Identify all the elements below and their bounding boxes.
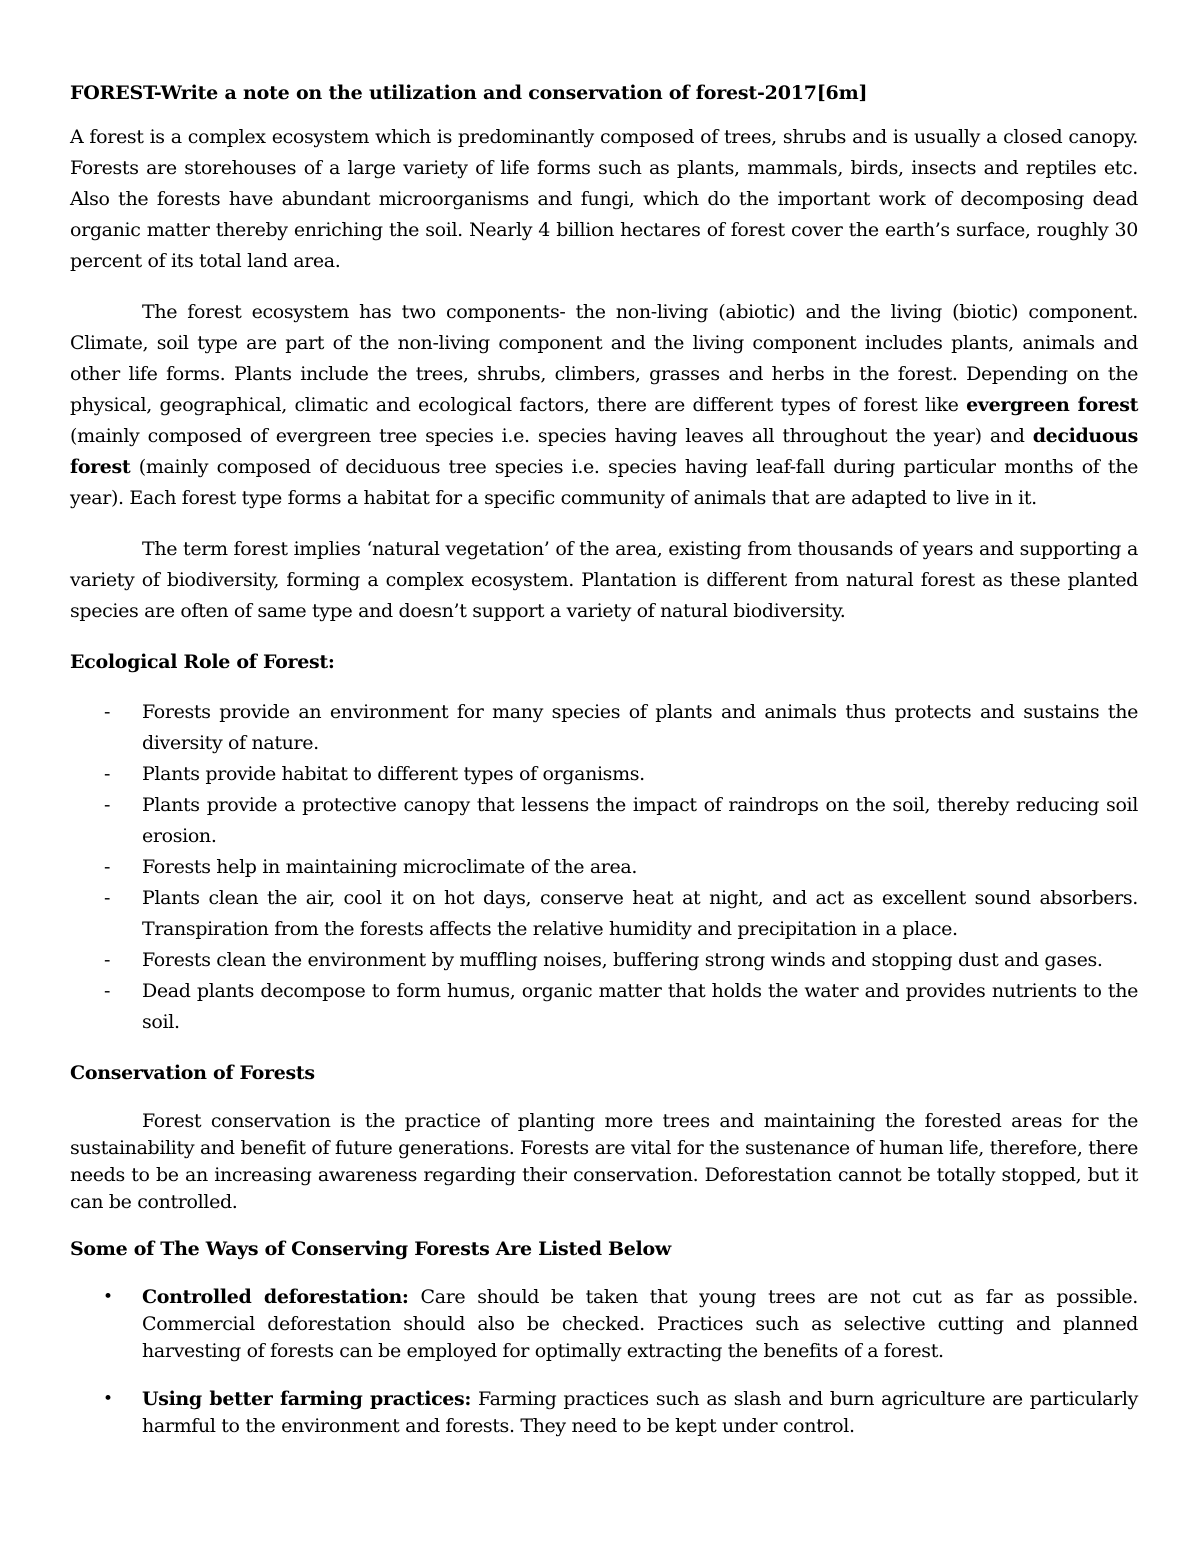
document-title: FOREST-Write a note on the utilization and conservation of forest-2017[6m] (70, 82, 868, 104)
list-item (70, 697, 1138, 759)
conservation-heading: Conservation of Forests (70, 1062, 315, 1084)
components-text-3: (mainly composed of deciduous tree species i.e. species having leaf-fall during particular months of the year). Each forest type forms a habitat for a specific community of animals that are adapted to live in it. (70, 456, 1138, 509)
dash-marker: - (104, 856, 111, 878)
list-item (70, 976, 1138, 1038)
way-label: Controlled deforestation: (142, 1286, 409, 1308)
term-evergreen-forest: evergreen forest (966, 394, 1139, 416)
bullet-marker: • (103, 1287, 113, 1307)
list-item (70, 945, 1138, 976)
way-text: Care should be taken that young trees are not cut as far as possible. Commercial deforestation should also be checked. Practices such as selective cutting and planned harvesting of forests can be employed for optimally extracting the benefits of a forest. (142, 1286, 1138, 1362)
dash-marker: - (104, 794, 111, 816)
list-item-text: Plants provide a protective canopy that lessens the impact of raindrops on the soil, thereby reducing soil erosion. (142, 794, 1138, 847)
ways-heading: Some of The Ways of Conserving Forests Are Listed Below (70, 1238, 671, 1260)
dash-marker: - (104, 980, 111, 1002)
ecological-role-list (70, 697, 1138, 1038)
list-item-text: Plants provide habitat to different types of organisms. (142, 763, 645, 785)
dash-marker: - (104, 949, 111, 971)
list-item (70, 759, 1138, 790)
list-item-text: Forests provide an environment for many species of plants and animals thus protects and sustains the diversity of nature. (142, 701, 1138, 754)
document-page (70, 78, 1138, 1461)
term-paragraph: The term forest implies ‘natural vegetation’ of the area, existing from thousands of years and supporting a variety of biodiversity, forming a complex ecosystem. Plantation is different from natural forest as these planted species are often of same type and doesn’t support a variety of natural biodiversity. (70, 538, 1138, 622)
intro-paragraph: A forest is a complex ecosystem which is predominantly composed of trees, shrubs and is usually a closed canopy. Forests are storehouses of a large variety of life forms such as plants, mammals, birds, insects and reptiles etc. Also the forests have abundant microorganisms and fungi, which do the important work of decomposing dead organic matter thereby enriching the soil. Nearly 4 billion hectares of forest cover the earth’s surface, roughly 30 percent of its total land area. (70, 126, 1138, 272)
way-label: Using better farming practices: (142, 1388, 472, 1410)
list-item-text: Plants clean the air, cool it on hot days, conserve heat at night, and act as excellent sound absorbers. Transpiration from the forests affects the relative humidity and precipitation in a place. (142, 887, 1138, 940)
components-text-1: The forest ecosystem has two components- the non-living (abiotic) and the living (biotic) component. Climate, soil type are part of the non-living component and the living component includes plants, animals and other life forms. Plants include the trees, shrubs, climbers, grasses and herbs in the forest. Depending on the physical, geographical, climatic and ecological factors, there are different types of forest like (70, 301, 1138, 416)
conservation-paragraph: Forest conservation is the practice of planting more trees and maintaining the forested areas for the sustainability and benefit of future generations. Forests are vital for the sustenance of human life, therefore, there needs to be an increasing awareness regarding their conservation. Deforestation cannot be totally stopped, but it can be controlled. (70, 1110, 1138, 1213)
way-text: Farming practices such as slash and burn agriculture are particularly harmful to the environment and forests. They need to be kept under control. (142, 1388, 1139, 1437)
bullet-marker: • (103, 1389, 113, 1409)
list-item-text: Dead plants decompose to form humus, organic matter that holds the water and provides nutrients to the soil. (142, 980, 1138, 1033)
ecological-role-heading: Ecological Role of Forest: (70, 651, 335, 673)
dash-marker: - (104, 887, 111, 909)
term-deciduous-forest: deciduous forest (70, 425, 1138, 478)
components-text-2: (mainly composed of evergreen tree species i.e. species having leaves all throughout the year) and (70, 425, 1033, 447)
list-item-text: Forests help in maintaining microclimate of the area. (142, 856, 638, 878)
dash-marker: - (104, 763, 111, 785)
list-item (70, 1386, 1138, 1440)
list-item (70, 790, 1138, 852)
ways-list (70, 1284, 1138, 1440)
list-item (70, 1284, 1138, 1365)
list-item-text: Forests clean the environment by muffling noises, buffering strong winds and stopping dust and gases. (142, 949, 1103, 971)
list-item (70, 852, 1138, 883)
components-paragraph (70, 297, 1138, 514)
dash-marker: - (104, 701, 111, 723)
list-item (70, 883, 1138, 945)
